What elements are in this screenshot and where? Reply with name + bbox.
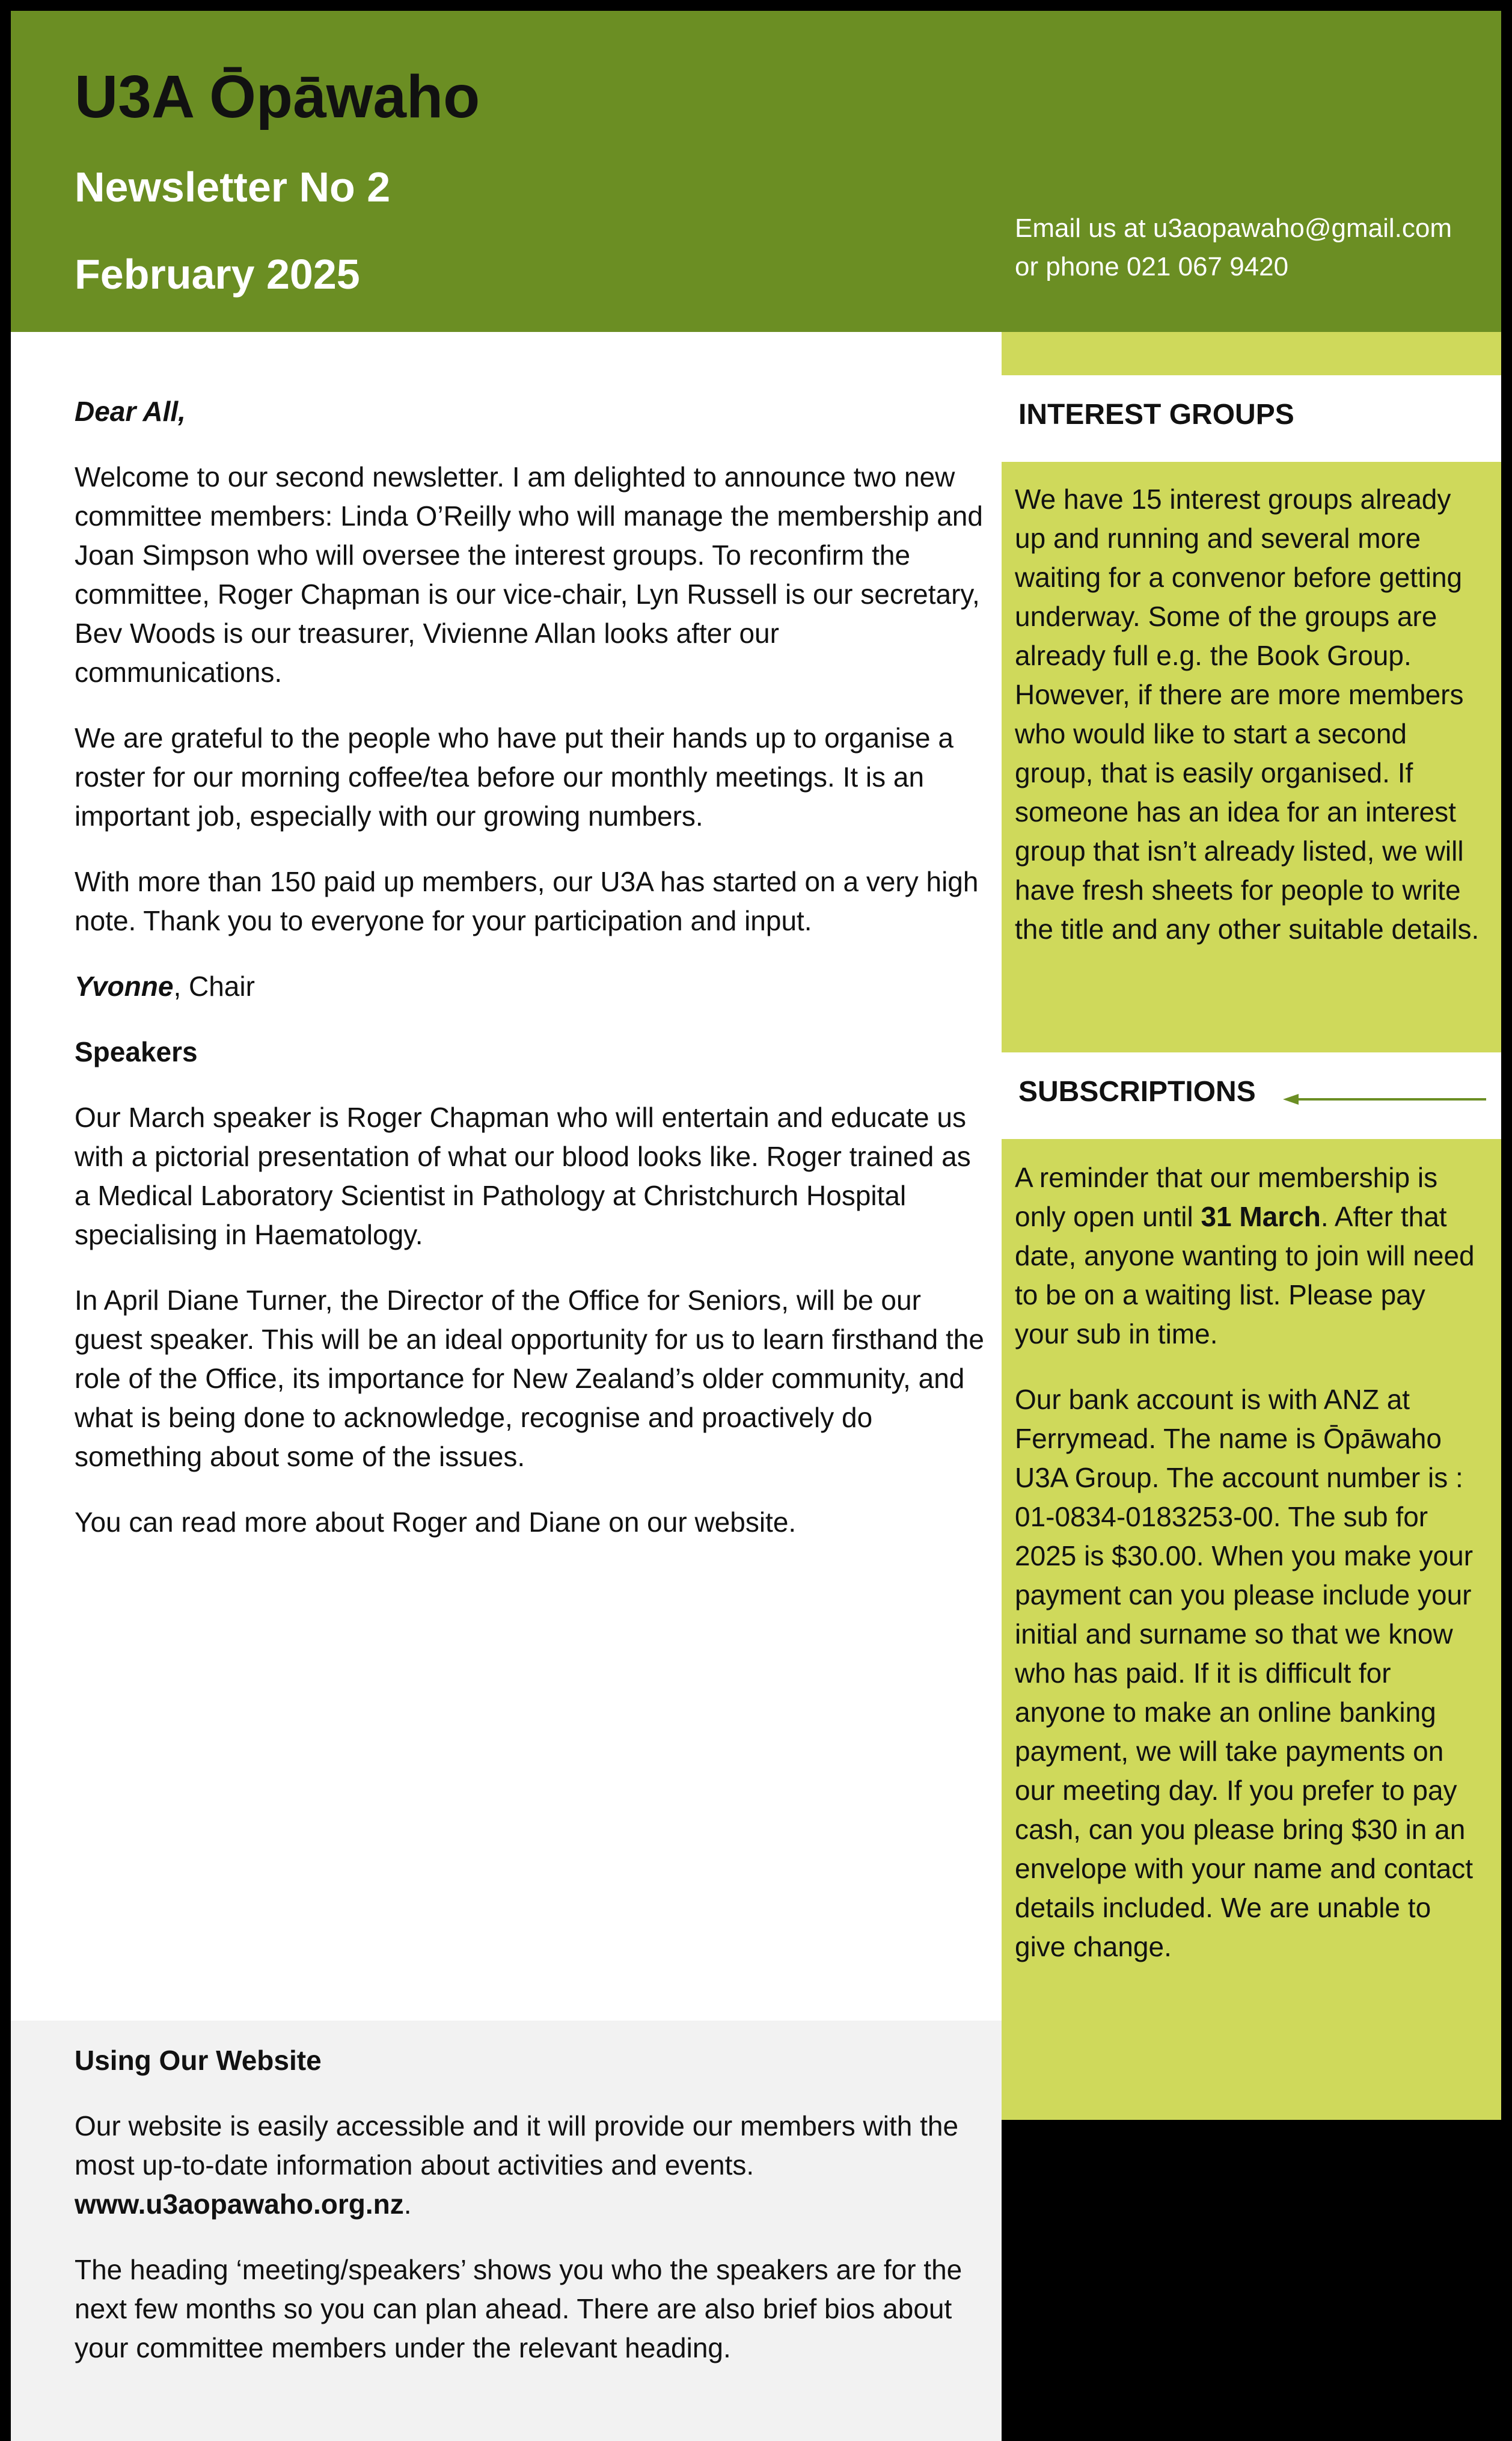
chair-letter	[75, 392, 988, 1568]
deadline: 31 March	[1201, 1201, 1321, 1232]
letter-paragraph: We are grateful to the people who have put their hands up to organise a roster for our morning coffee/tea before our monthly meetings. It is an important job, especially with our growing numbers.	[75, 722, 953, 832]
interest-groups-body: We have 15 interest groups already up and running and several more waiting for a convenor before getting underway. Some of the groups are already full e.g. the Book Group. However, if there are more members who would like to start a second group, that is easily organised. If someone has an idea for an interest group that isn’t already listed, we will have fresh sheets for people to write the title and any other suitable details.	[1015, 484, 1480, 945]
speakers-paragraph: Our March speaker is Roger Chapman who will entertain and educate us with a pictorial presentation of what our blood looks like. Roger trained as a Medical Laboratory Scientist in Pathology at Christchurch Hospital specialising in Haematology.	[75, 1102, 971, 1250]
signoff-role: , Chair	[173, 971, 255, 1002]
contact-email: Email us at u3aopawaho@gmail.com	[1015, 213, 1452, 243]
speakers-paragraph: In April Diane Turner, the Director of the Office for Seniors, will be our guest speaker. This will be an ideal opportunity for us to learn firsthand the role of the Office, its importance for New Zealand’s older community, and what is being done to acknowledge, recognise and proactively do something about some of the issues.	[75, 1285, 984, 1472]
interest-groups-header	[1002, 375, 1501, 462]
issue-date: February 2025	[75, 251, 360, 298]
website-section	[11, 2021, 1002, 2441]
issue-number: Newsletter No 2	[75, 164, 391, 210]
sidebar	[1002, 332, 1501, 2120]
website-paragraph: Our website is easily accessible and it will provide our members with the most up-to-date information about activities and events. www.u3aopawaho.org.nz.	[75, 2110, 959, 2220]
signoff-name: Yvonne	[75, 971, 174, 1002]
signoff	[75, 967, 988, 1006]
contact-info	[1015, 209, 1452, 286]
website-heading: Using Our Website	[75, 2045, 322, 2076]
speakers-heading: Speakers	[75, 1036, 198, 1067]
subscriptions-header	[1002, 1052, 1501, 1139]
subscriptions-bank-details: Our bank account is with ANZ at Ferrymead. The name is Ōpāwaho U3A Group. The account number is : 01-0834-0183253-00. The sub for 2025 is $30.00. When you make your payment can you please include your initial and surname so that we know who has paid. If it is difficult for anyone to make an online banking payment, we will take payments on our meeting day. If you prefer to pay cash, can you please bring $30 in an envelope with your name and contact details included. We are unable to give change.	[1015, 1384, 1474, 1962]
letter-paragraph: Welcome to our second newsletter. I am delighted to announce two new committee members: Linda O’Reilly who will manage the membership and Joan Simpson who will oversee the interest groups. To reconfirm the committee, Roger Chapman is our vice-chair, Lyn Russell is our secretary, Bev Woods is our treasurer, Vivienne Allan looks after our communications.	[75, 461, 983, 688]
subscriptions-body	[1015, 1158, 1484, 1993]
newsletter-page	[11, 11, 1501, 2363]
arrow-left-icon	[1283, 1092, 1487, 1107]
greeting: Dear All,	[75, 396, 186, 427]
masthead	[11, 11, 1501, 332]
interest-groups-heading: INTEREST GROUPS	[1018, 399, 1294, 431]
letter-paragraph: With more than 150 paid up members, our U3A has started on a very high note. Thank you to everyone for your participation and input.	[75, 866, 979, 936]
org-name: U3A Ōpāwaho	[75, 63, 480, 130]
website-text	[75, 2041, 988, 2394]
subscriptions-heading: SUBSCRIPTIONS	[1018, 1076, 1256, 1108]
contact-phone: or phone 021 067 9420	[1015, 252, 1289, 281]
speakers-paragraph: You can read more about Roger and Diane on our website.	[75, 1506, 797, 1538]
website-paragraph: The heading ‘meeting/speakers’ shows you who the speakers are for the next few months so you can plan ahead. There are also brief bios about your committee members under the relevant heading.	[75, 2254, 963, 2363]
website-link[interactable]: www.u3aopawaho.org.nz	[75, 2188, 404, 2220]
subscriptions-reminder: A reminder that our membership is only open until 31 March. After that date, anyone wanting to join will need to be on a waiting list. Please pay your sub in time.	[1015, 1162, 1475, 1349]
